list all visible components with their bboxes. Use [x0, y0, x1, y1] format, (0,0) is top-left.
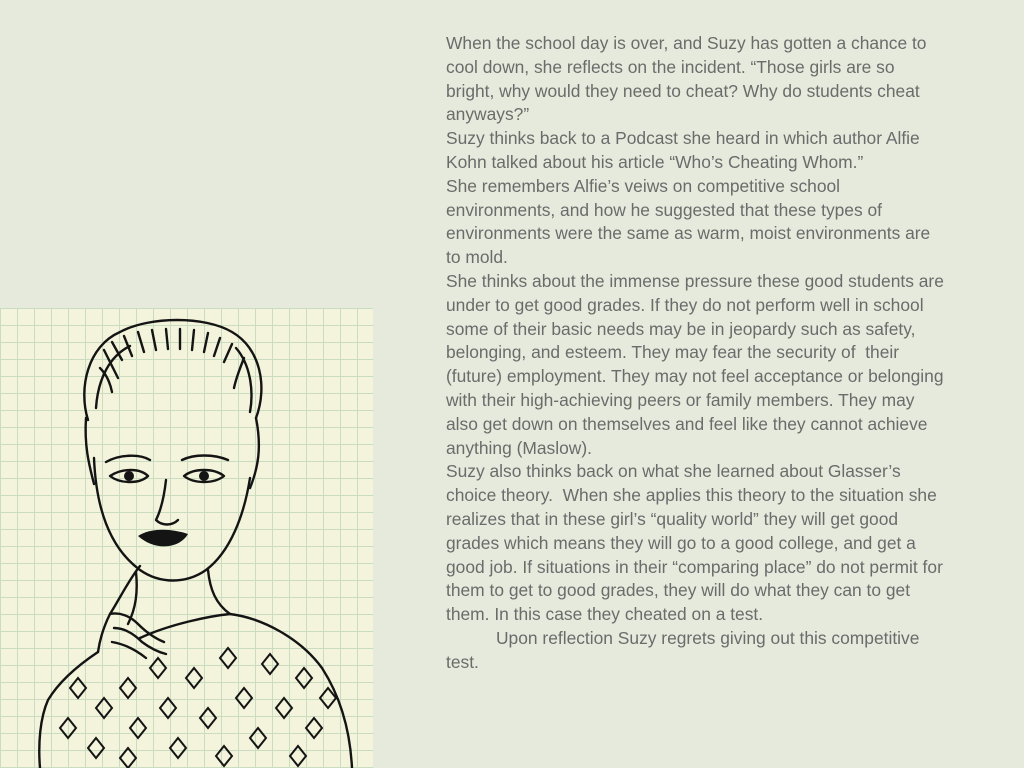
paragraph-competitive-environments: She remembers Alfie’s veiws on competitive school environments, and how he suggested that these types of environments were the same as warm, moist environments are to mold.: [446, 175, 936, 268]
paragraph-pressure-maslow: She thinks about the immense pressure these good students are under to get good grades. If they do not perform well in school some of their basic needs may be in jeopardy such as safety, belonging, and esteem. They may fear the security of their (future) employment. They may not feel acceptance or belonging with their high-achieving peers or family members. They may also get down on themselves and feel like they cannot achieve anything (Maslow).: [446, 270, 949, 458]
paragraph-podcast: Suzy thinks back to a Podcast she heard in which author Alfie Kohn talked about his article “Who’s Cheating Whom.”: [446, 128, 925, 172]
woman-sketch-illustration: [0, 308, 373, 768]
reflection-text: [446, 32, 949, 675]
paragraph-reflection-intro: When the school day is over, and Suzy has gotten a chance to cool down, she reflects on the incident. “Those girls are so bright, why would they need to cheat? Why do students cheat anyways?”: [446, 33, 932, 125]
paragraph-regret: Upon reflection Suzy regrets giving out this competitive test.: [446, 627, 925, 672]
paragraph-choice-theory: Suzy also thinks back on what she learned about Glasser’s choice theory. When she applies this theory to the situation she realizes that in these girl’s “quality world” they will get good grades which means they will go to a good college, and get a good job. If situations in their “comparing place” do not permit for them to get to good grades, they will do what they can to get them. In this case they cheated on a test.: [446, 461, 948, 625]
woman-sketch-drawing: [0, 308, 373, 768]
